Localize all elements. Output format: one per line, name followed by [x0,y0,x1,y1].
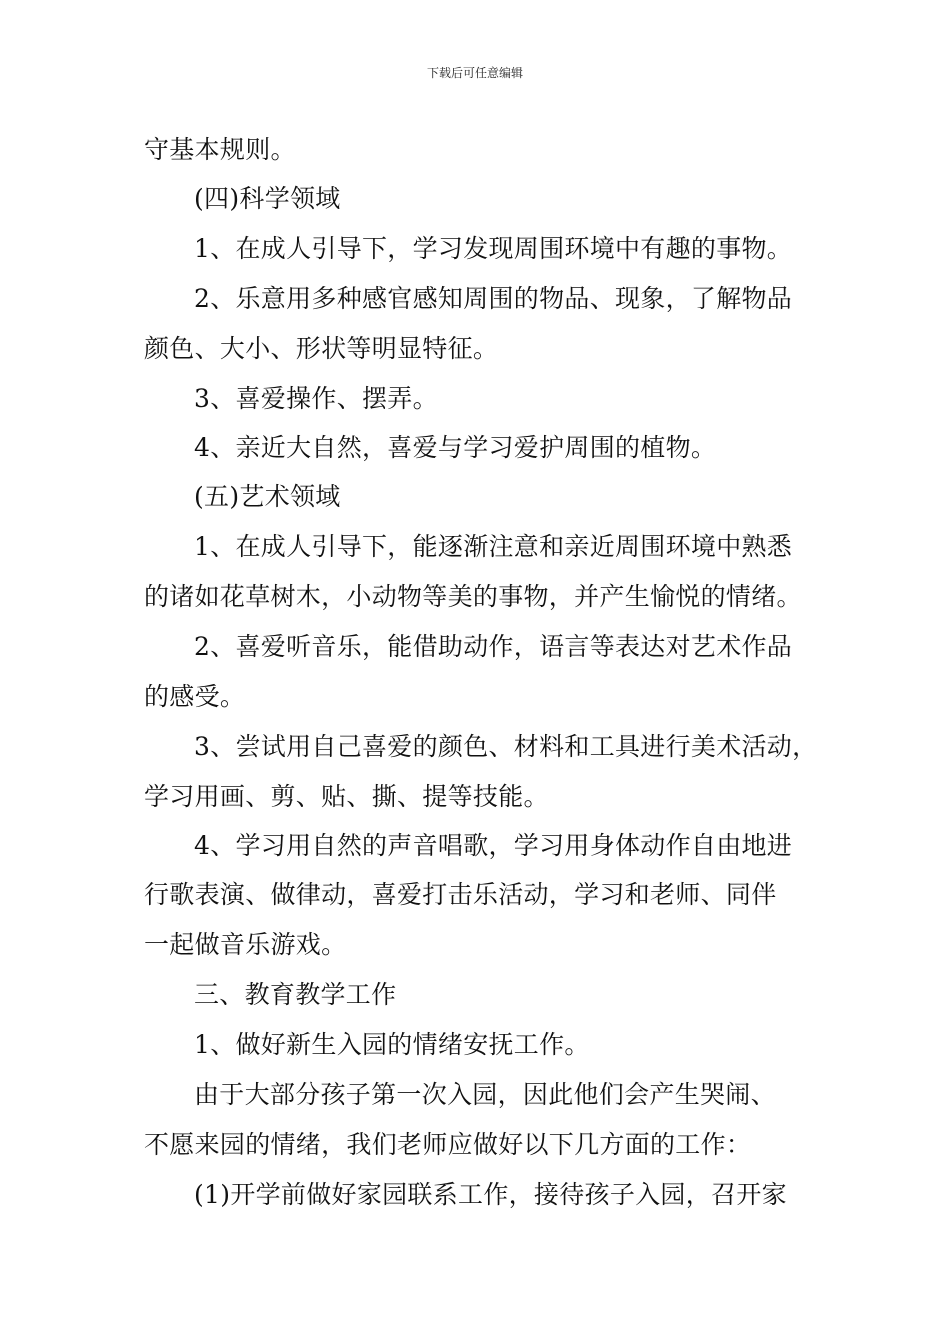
section-heading-art: (五)艺术领域 [194,482,341,511]
text-line: 一起做音乐游戏。 [144,930,347,959]
text-line: 3、尝试用自己喜爱的颜色、材料和工具进行美术活动， [194,732,818,761]
text-line: 颜色、大小、形状等明显特征。 [144,334,499,363]
section-heading-teaching: 三、教育教学工作 [194,980,397,1009]
section-heading-science: (四)科学领域 [194,184,341,213]
text-line: 的诸如花草树木，小动物等美的事物，并产生愉悦的情绪。 [144,582,802,611]
text-line: 2、喜爱听音乐，能借助动作，语言等表达对艺术作品 [194,632,793,661]
text-line: 2、乐意用多种感官感知周围的物品、现象，了解物品 [194,284,793,313]
text-line: 4、学习用自然的声音唱歌，学习用身体动作自由地进 [194,831,793,860]
text-line: 不愿来园的情绪，我们老师应做好以下几方面的工作： [144,1130,752,1159]
text-line: 行歌表演、做律动，喜爱打击乐活动，学习和老师、同伴 [144,880,777,909]
text-line: 3、喜爱操作、摆弄。 [194,384,438,413]
text-line: (1)开学前做好家园联系工作，接待孩子入园，召开家 [194,1180,787,1209]
text-line: 1、在成人引导下，学习发现周围环境中有趣的事物。 [194,234,793,263]
text-line: 1、做好新生入园的情绪安抚工作。 [194,1030,590,1059]
text-line: 守基本规则。 [144,135,296,164]
text-line: 由于大部分孩子第一次入园，因此他们会产生哭闹、 [194,1080,776,1109]
page-header: 下载后可任意编辑 [426,66,523,80]
text-line: 4、亲近大自然，喜爱与学习爱护周围的植物。 [194,433,717,462]
text-line: 1、在成人引导下，能逐渐注意和亲近周围环境中熟悉 [194,532,793,561]
text-line: 学习用画、剪、贴、撕、提等技能。 [144,782,549,811]
text-line: 的感受。 [144,682,246,711]
